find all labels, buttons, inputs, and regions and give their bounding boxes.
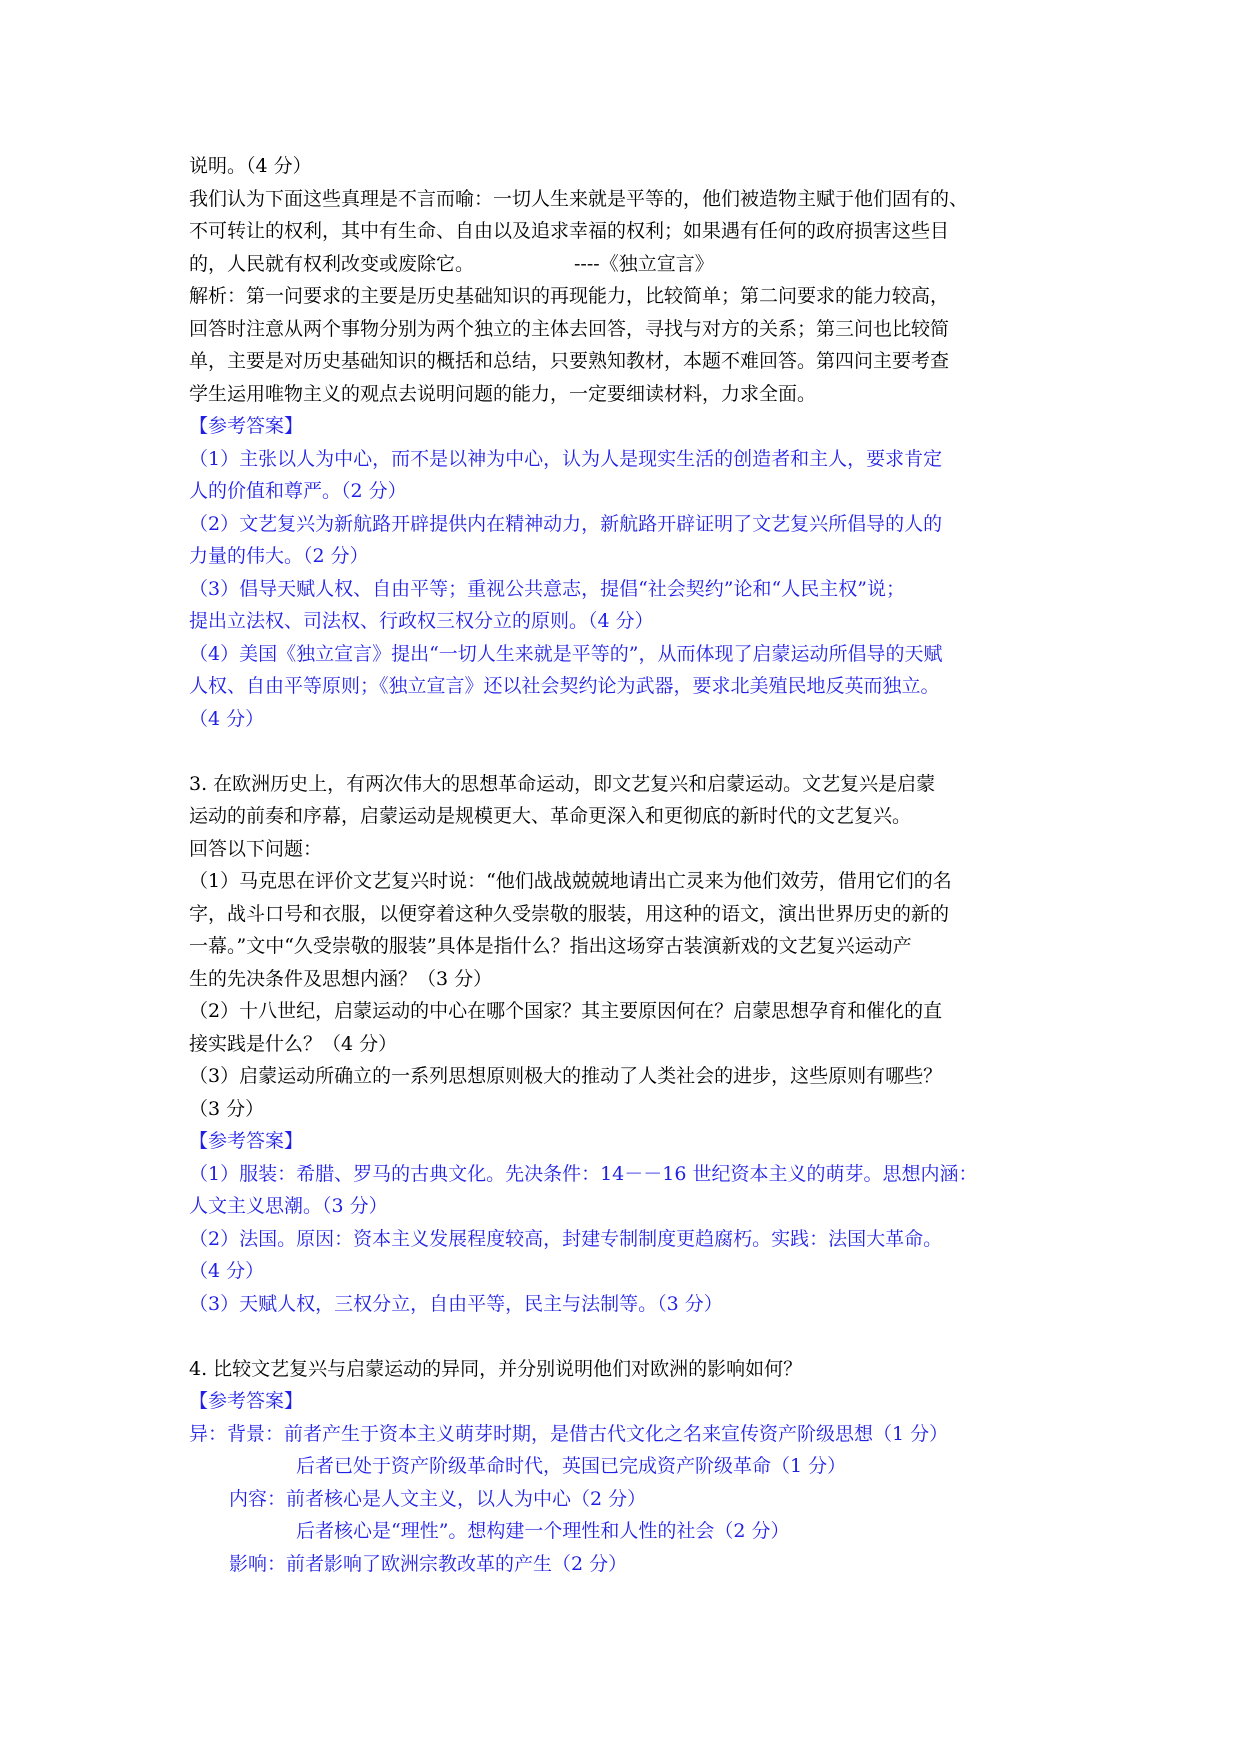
quote-source: ----《独立宣言》: [574, 252, 714, 275]
answer-line: 人权、自由平等原则；《独立宣言》还以社会契约论为武器，要求北美殖民地反英而独立。: [189, 675, 940, 697]
text-line: 说明。（4 分）: [189, 155, 312, 177]
question3-line: （3）启蒙运动所确立的一系列思想原则极大的推动了人类社会的进步，这些原则有哪些？: [189, 1065, 943, 1087]
answer-heading: 【参考答案】: [189, 1390, 304, 1412]
answer-line: （2）文艺复兴为新航路开辟提供内在精神动力，新航路开辟证明了文艺复兴所倡导的人的: [189, 512, 943, 535]
document-page: [189, 150, 1059, 1580]
answer-line: （3）天赋人权，三权分立，自由平等，民主与法制等。（3 分）: [189, 1292, 723, 1315]
quote-text: 的，人民就有权利改变或废除它。: [189, 252, 475, 275]
answer-line: （4 分）: [189, 1260, 265, 1282]
question3-line: 接实践是什么？（4 分）: [189, 1032, 398, 1055]
answer-line: 人文主义思潮。（3 分）: [189, 1195, 388, 1217]
quote-line: [189, 248, 1059, 281]
question3-line: （2）十八世纪，启蒙运动的中心在哪个国家？其主要原因何在？启蒙思想孕育和催化的直: [189, 1000, 943, 1022]
question3-line: 回答以下问题：: [189, 837, 323, 860]
answer-line: （4 分）: [189, 707, 265, 730]
answer-heading: 【参考答案】: [189, 1130, 304, 1152]
analysis-line: 回答时注意从两个事物分别为两个独立的主体去回答，寻找与对方的关系；第三问也比较简: [189, 317, 950, 340]
question3-line: 生的先决条件及思想内涵？（3 分）: [189, 967, 493, 990]
answer-line: 异：背景：前者产生于资本主义萌芽时期，是借古代文化之名来宣传资产阶级思想（1 分）: [189, 1422, 949, 1445]
question3-line: （1）马克思在评价文艺复兴时说：“他们战战兢兢地请出亡灵来为他们效劳，借用它们的名: [189, 870, 952, 892]
answer-line: （4）美国《独立宣言》提出“一切人生来就是平等的”，从而体现了启蒙运动所倡导的天赋: [189, 642, 943, 665]
answer-line: 后者已处于资产阶级革命时代，英国已完成资产阶级革命（1 分）: [296, 1455, 847, 1477]
answer-heading: 【参考答案】: [189, 415, 304, 437]
quote-line: 我们认为下面这些真理是不言而喻：一切人生来就是平等的，他们被造物主赋于他们固有的、: [189, 187, 969, 210]
question3-line: 字，战斗口号和衣服，以便穿着这种久受崇敬的服装，用这种的语文，演出世界历史的新的: [189, 902, 950, 925]
answer-line: 提出立法权、司法权、行政权三权分立的原则。（4 分）: [189, 610, 654, 632]
question3-line: 运动的前奏和序幕，启蒙运动是规模更大、革命更深入和更彻底的新时代的文艺复兴。: [189, 805, 912, 827]
paragraph-gap: [189, 1320, 1059, 1353]
question3-line: 一幕。”文中“久受崇敬的服装”具体是指什么？指出这场穿古装演新戏的文艺复兴运动产: [189, 935, 912, 957]
answer-line: （1）主张以人为中心，而不是以神为中心，认为人是现实生活的创造者和主人，要求肯定: [189, 447, 943, 470]
answer-line: 力量的伟大。（2 分）: [189, 545, 369, 567]
question3-line: （3 分）: [189, 1097, 265, 1120]
answer-line: （1）服装：希腊、罗马的古典文化。先决条件：14－－16 世纪资本主义的萌芽。思想内涵：: [189, 1162, 978, 1185]
answer-line: 影响：前者影响了欧洲宗教改革的产生（2 分）: [229, 1552, 628, 1575]
answer-line: 人的价值和尊严。（2 分）: [189, 480, 407, 502]
question4-line: 4. 比较文艺复兴与启蒙运动的异同，并分别说明他们对欧洲的影响如何？: [189, 1357, 803, 1380]
question3-line: 3. 在欧洲历史上，有两次伟大的思想革命运动，即文艺复兴和启蒙运动。文艺复兴是启蒙: [189, 772, 936, 795]
paragraph-gap: [189, 735, 1059, 768]
analysis-line: 学生运用唯物主义的观点去说明问题的能力，一定要细读材料，力求全面。: [189, 382, 817, 405]
answer-line: 内容：前者核心是人文主义，以人为中心（2 分）: [229, 1487, 647, 1510]
answer-line: （2）法国。原因：资本主义发展程度较高，封建专制制度更趋腐朽。实践：法国大革命。: [189, 1227, 943, 1250]
analysis-line: 单，主要是对历史基础知识的概括和总结，只要熟知教材，本题不难回答。第四问主要考查: [189, 350, 950, 372]
answer-line: （3）倡导天赋人权、自由平等；重视公共意志，提倡“社会契约”论和“人民主权”说；: [189, 577, 905, 600]
analysis-line: 解析：第一问要求的主要是历史基础知识的再现能力，比较简单；第二问要求的能力较高，: [189, 285, 950, 307]
answer-line: 后者核心是“理性”。想构建一个理性和人性的社会（2 分）: [296, 1520, 790, 1542]
quote-line: 不可转让的权利，其中有生命、自由以及追求幸福的权利；如果遇有任何的政府损害这些目: [189, 220, 950, 242]
